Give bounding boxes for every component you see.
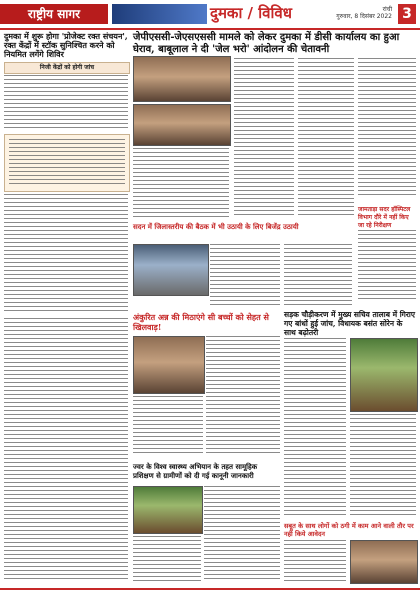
children-photo bbox=[133, 336, 205, 394]
body-text-block bbox=[298, 58, 354, 218]
meeting-photo bbox=[133, 244, 209, 296]
body-text-block bbox=[4, 75, 128, 130]
body-text-block bbox=[204, 486, 280, 582]
body-text-block bbox=[350, 414, 416, 518]
edition-date: गुरुवार, 8 दिसंबर 2022 bbox=[336, 13, 392, 20]
masthead-divider bbox=[0, 28, 420, 30]
health-campaign-headline: ज्वर के विश्व स्वास्थ्य अभियान के तहत सामूहिक प्रशिक्षण से ग्रामीणों को दी गई कानूनी जानकारी bbox=[133, 462, 258, 480]
body-text-block bbox=[133, 396, 203, 456]
body-text-block bbox=[4, 318, 128, 582]
masthead bbox=[0, 0, 420, 28]
subheadline-top-left: निजी केंद्रों को होगी जांच bbox=[39, 64, 95, 71]
training-photo bbox=[133, 486, 203, 534]
right-column-headline: जामताड़ा सदर हॉस्पिटल विभाग दौरे में नहीं किए जा रहे निरीक्षण bbox=[358, 206, 411, 229]
header-banner-image bbox=[112, 4, 207, 24]
headline-top-left: दुमका में शुरू होगा 'प्रोजेक्ट रक्त संचयन', रक्त केंद्रों में स्टॉक सुनिश्चित करने को नियमित लगेंगे शिविर bbox=[4, 31, 128, 59]
edition-meta bbox=[322, 6, 392, 20]
body-text-block bbox=[133, 536, 201, 582]
newspaper-brand: राष्ट्रीय सागर bbox=[0, 4, 108, 24]
subheadline-box bbox=[4, 62, 130, 74]
child-nutrition-headline: अंकुरित अन्न की मिठाएंगे सी बच्चों को सेहत से खिलवाड़! bbox=[133, 312, 269, 332]
page-number: 3 bbox=[398, 4, 416, 24]
footer-divider bbox=[0, 588, 420, 590]
body-text-block bbox=[284, 540, 346, 584]
body-text-block bbox=[284, 338, 346, 518]
body-text-block bbox=[133, 148, 229, 220]
bottom-right-headline: सबूत के साथ लोगों को ठगी में काम आने वाली तौर पर नहीं किये आवेदन bbox=[284, 522, 414, 538]
body-text-block bbox=[206, 336, 280, 456]
body-text-block bbox=[9, 139, 125, 187]
road-headline: सड़क चौड़ीकरण में मुख्य सचिव तालाब में गिराए गए बांधों हुई जांच, विधायक बसंत सोरेन के साथ बढ़ोतरी bbox=[284, 310, 416, 337]
body-text-block bbox=[210, 244, 280, 308]
middle-banner-headline: सदन में जिलास्तरीय की बैठक में भी उठायी के लिए बिजेंद्र उठायी bbox=[133, 222, 299, 231]
lead-headline: जेपीएससी-जेएसएससी मामले को लेकर दुमका में डीसी कार्यालय का हुआ घेराव, बाबूलाल ने दी 'जेल भरो' आंदोलन की चेतावनी bbox=[133, 32, 400, 55]
body-text-block bbox=[4, 194, 128, 314]
edition-city: रांची bbox=[382, 6, 392, 13]
section-title: दुमका / विविध bbox=[210, 4, 292, 22]
body-text-block bbox=[358, 58, 416, 198]
body-text-block bbox=[234, 58, 294, 218]
notice-box bbox=[4, 134, 130, 192]
protest-photo-1 bbox=[133, 56, 231, 102]
legislator-photo bbox=[350, 338, 418, 412]
bottom-right-photo bbox=[350, 540, 418, 584]
body-text-block bbox=[358, 230, 416, 300]
body-text-block bbox=[284, 244, 352, 308]
protest-photo-2 bbox=[133, 104, 231, 146]
